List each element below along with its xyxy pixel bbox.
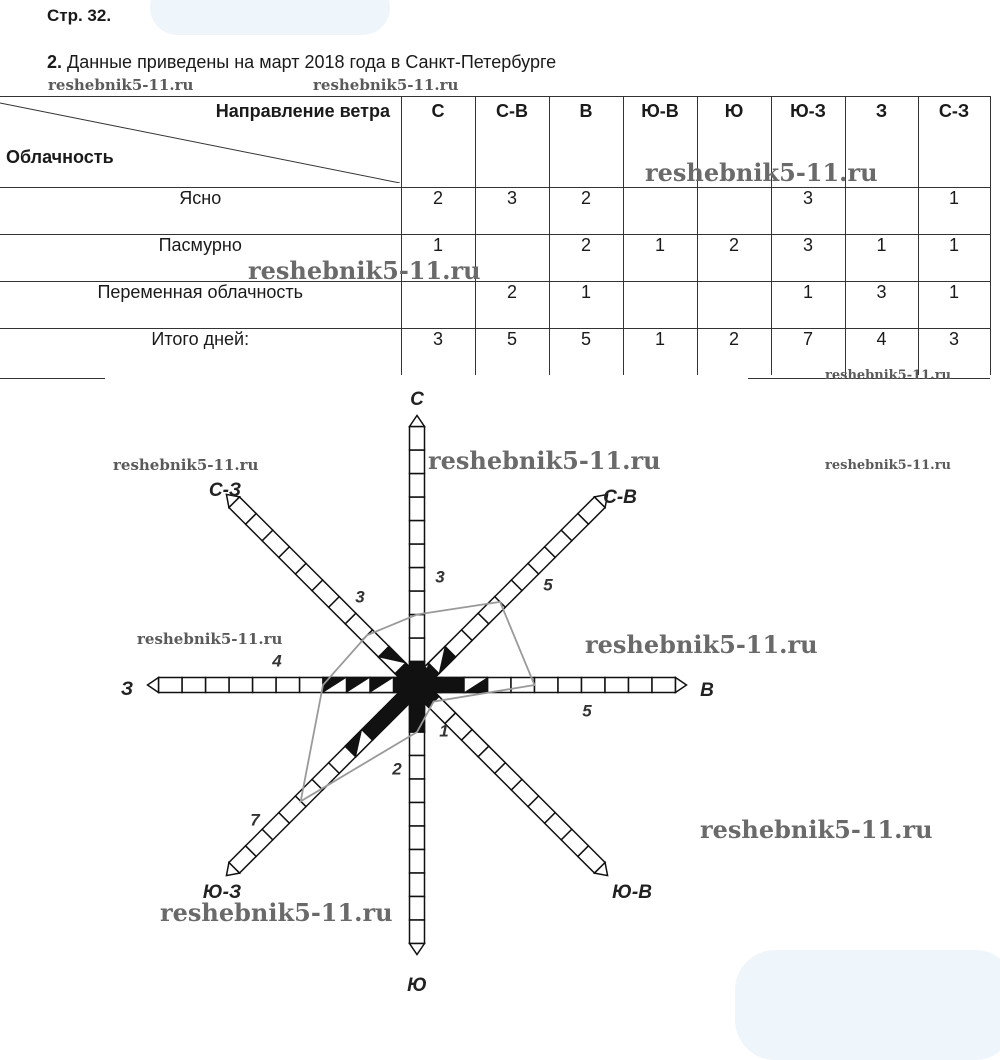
rose-cell bbox=[410, 920, 425, 944]
table-bottom-rule bbox=[0, 378, 105, 379]
watermark: reshebnik5-11.ru bbox=[585, 630, 818, 659]
table-cell: 1 bbox=[623, 329, 697, 376]
table-cell: 3 bbox=[771, 235, 845, 282]
rose-cell bbox=[410, 497, 425, 521]
rose-arm bbox=[148, 678, 418, 693]
rose-cell bbox=[558, 678, 582, 693]
rose-arm bbox=[410, 416, 425, 686]
arrow-tip bbox=[148, 678, 159, 693]
rose-cell bbox=[410, 756, 425, 780]
table-cell: 1 bbox=[918, 282, 990, 329]
total-value-label: 3 bbox=[355, 587, 365, 607]
row-label: Пасмурно bbox=[0, 235, 401, 282]
rose-cell bbox=[410, 474, 425, 498]
total-value-label: 1 bbox=[439, 721, 449, 741]
rose-cell bbox=[410, 568, 425, 592]
total-value-label: 3 bbox=[435, 567, 445, 587]
direction-header: С bbox=[401, 97, 475, 188]
table-cell: 7 bbox=[771, 329, 845, 376]
total-value-label: 5 bbox=[543, 575, 553, 595]
rose-cell bbox=[652, 678, 676, 693]
table-row-partly-cloudy bbox=[0, 282, 990, 329]
table-cell: 1 bbox=[623, 235, 697, 282]
direction-header: Ю-З bbox=[771, 97, 845, 188]
rose-cell bbox=[629, 678, 653, 693]
direction-header: З bbox=[845, 97, 918, 188]
watermark: reshebnik5-11.ru bbox=[113, 456, 259, 474]
watermark: reshebnik5-11.ru bbox=[700, 815, 933, 844]
rose-arm bbox=[410, 685, 425, 955]
watermark: reshebnik5-11.ru bbox=[48, 76, 194, 94]
header-cloudiness: Облачность bbox=[6, 147, 114, 167]
wind-rose bbox=[0, 380, 1000, 1051]
header-wind-direction: Направление ветра bbox=[215, 101, 390, 121]
rose-arm bbox=[417, 678, 687, 693]
table-cell: 2 bbox=[475, 282, 549, 329]
rose-cell bbox=[535, 678, 559, 693]
rose-cell bbox=[410, 873, 425, 897]
rose-cell bbox=[206, 678, 230, 693]
task-statement bbox=[47, 52, 556, 73]
arrow-tip bbox=[676, 678, 687, 693]
watermark: reshebnik5-11.ru bbox=[160, 898, 393, 927]
rose-cell bbox=[159, 678, 183, 693]
rose-cell bbox=[582, 678, 606, 693]
total-value-label: 7 bbox=[250, 810, 260, 830]
table-cell: 4 bbox=[845, 329, 918, 376]
arrow-tip bbox=[410, 416, 425, 427]
table-cell: 2 bbox=[697, 235, 771, 282]
watermark: reshebnik5-11.ru bbox=[137, 630, 283, 648]
table-cell: 3 bbox=[401, 329, 475, 376]
rose-cell bbox=[410, 521, 425, 545]
table-cell: 2 bbox=[549, 235, 623, 282]
rose-cell bbox=[410, 638, 425, 662]
rose-cell bbox=[410, 450, 425, 474]
watermark: reshebnik5-11.ru bbox=[645, 158, 878, 187]
row-label: Ясно bbox=[0, 188, 401, 235]
total-value-label: 4 bbox=[272, 651, 282, 671]
watermark: reshebnik5-11.ru bbox=[428, 446, 661, 475]
rose-cell bbox=[410, 850, 425, 874]
rose-cell bbox=[300, 678, 324, 693]
rose-cell bbox=[182, 678, 206, 693]
table-cell bbox=[623, 188, 697, 235]
watermark: reshebnik5-11.ru bbox=[248, 256, 481, 285]
rose-cell bbox=[410, 897, 425, 921]
table-cell: 1 bbox=[918, 235, 990, 282]
table-cell bbox=[475, 235, 549, 282]
arrow-tip bbox=[410, 944, 425, 955]
direction-label: Ю bbox=[407, 975, 427, 997]
table-cell bbox=[697, 188, 771, 235]
table-cell: 1 bbox=[845, 235, 918, 282]
table-cell: 1 bbox=[401, 235, 475, 282]
direction-label: В bbox=[700, 680, 714, 702]
table-cell: 3 bbox=[475, 188, 549, 235]
total-value-label: 5 bbox=[582, 701, 592, 721]
rose-arm bbox=[412, 494, 608, 690]
rose-cell bbox=[410, 826, 425, 850]
row-label: Переменная облачность bbox=[0, 282, 401, 329]
rose-cell bbox=[276, 678, 300, 693]
table-cell: 3 bbox=[771, 188, 845, 235]
direction-label: Ю-З bbox=[202, 882, 242, 904]
task-text: Данные приведены на март 2018 года в Санкт-Петербурге bbox=[67, 52, 557, 72]
row-label: Итого дней: bbox=[0, 329, 401, 376]
watermark: reshebnik5-11.ru bbox=[313, 76, 459, 94]
table-cell: 5 bbox=[549, 329, 623, 376]
rose-cell bbox=[410, 615, 425, 639]
rose-cell bbox=[605, 678, 629, 693]
page-reference: Стр. 32. bbox=[47, 6, 112, 25]
rose-arm bbox=[412, 680, 608, 876]
table-cell bbox=[401, 282, 475, 329]
direction-label: С-В bbox=[603, 487, 637, 509]
task-number: 2. bbox=[47, 52, 63, 72]
direction-label: З bbox=[120, 679, 134, 701]
table-cell: 1 bbox=[771, 282, 845, 329]
wind-data-table bbox=[0, 96, 991, 375]
table-cell: 1 bbox=[549, 282, 623, 329]
rose-arm bbox=[226, 494, 422, 690]
background-blob bbox=[150, 0, 390, 35]
rose-cell bbox=[410, 591, 425, 615]
table-cell: 2 bbox=[401, 188, 475, 235]
table-cell: 2 bbox=[549, 188, 623, 235]
total-value-label: 2 bbox=[392, 759, 402, 779]
rose-center bbox=[397, 665, 437, 705]
rose-cell bbox=[410, 779, 425, 803]
direction-label: С bbox=[410, 389, 424, 411]
direction-label: С-З bbox=[208, 480, 242, 502]
table-cell bbox=[845, 188, 918, 235]
table-corner-cell bbox=[0, 97, 401, 188]
direction-header: Ю-В bbox=[623, 97, 697, 188]
table-row-overcast bbox=[0, 235, 990, 282]
table-cell bbox=[623, 282, 697, 329]
table-cell bbox=[697, 282, 771, 329]
rose-cell bbox=[410, 544, 425, 568]
table-row-clear bbox=[0, 188, 990, 235]
table-cell: 2 bbox=[697, 329, 771, 376]
direction-header: С-В bbox=[475, 97, 549, 188]
rose-cell bbox=[410, 427, 425, 451]
rose-cell bbox=[253, 678, 277, 693]
table-cell: 3 bbox=[845, 282, 918, 329]
overcast-cell bbox=[410, 709, 425, 733]
direction-header: В bbox=[549, 97, 623, 188]
rose-cell bbox=[410, 803, 425, 827]
direction-header: Ю bbox=[697, 97, 771, 188]
table-cell: 3 bbox=[918, 329, 990, 376]
table-cell: 1 bbox=[918, 188, 990, 235]
table-cell: 5 bbox=[475, 329, 549, 376]
rose-cell bbox=[229, 678, 253, 693]
watermark: reshebnik5-11.ru bbox=[825, 458, 952, 473]
direction-label: Ю-В bbox=[612, 882, 652, 904]
watermark: reshebnik5-11.ru bbox=[825, 368, 952, 383]
overcast-cell bbox=[441, 678, 465, 693]
direction-header: С-З bbox=[918, 97, 990, 188]
